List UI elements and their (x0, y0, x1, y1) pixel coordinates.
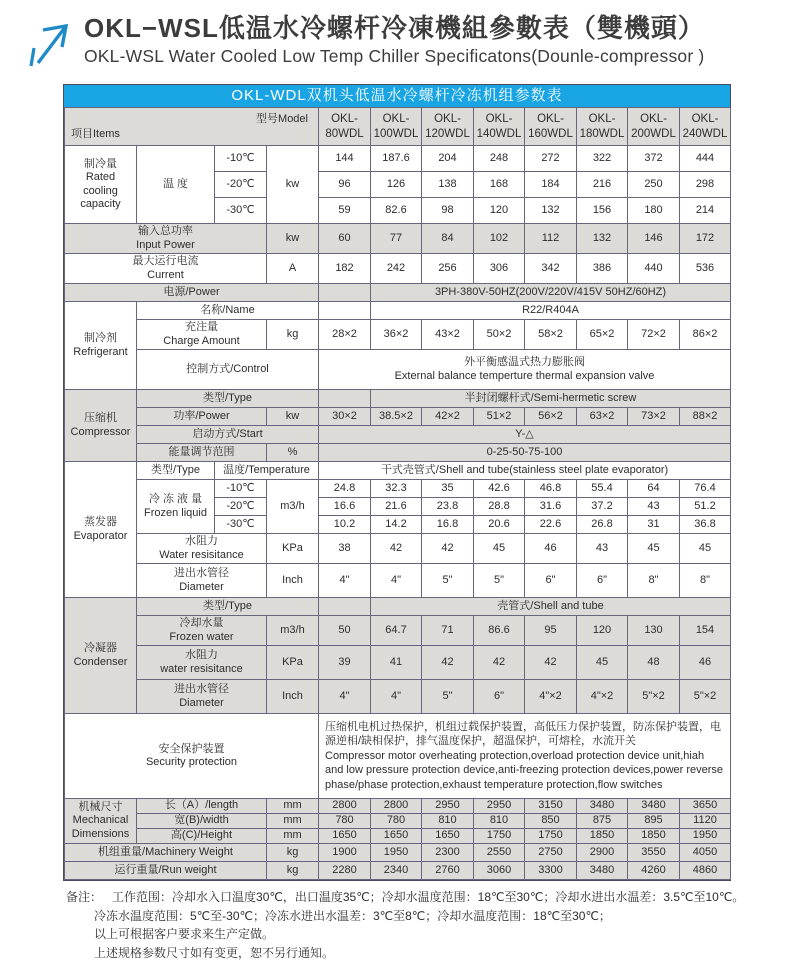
value-cell: 50 (319, 616, 371, 646)
table-caption: OKL-WDL双机头低温水冷螺杆冷冻机组参数表 (64, 85, 730, 107)
row-label-cell: -10℃ (215, 480, 267, 498)
unit-cell: kw (267, 224, 319, 254)
note-text: 工作范围：冷却水入口温度30℃，出口温度35℃；冷却水温度范围：18℃至30℃；冷却水进出水温差：3.5℃至10℃。 (112, 890, 745, 904)
value-cell: 536 (680, 254, 731, 284)
value-cell: 43 (577, 534, 628, 564)
row-label-cell: 最大运行电流 Current (65, 254, 267, 284)
table-row (65, 844, 731, 862)
value-cell: 306 (474, 254, 525, 284)
value-cell: 4" (371, 564, 422, 598)
value-cell: 32.3 (371, 480, 422, 498)
value-cell: 14.2 (371, 516, 422, 534)
value-cell: 172 (680, 224, 731, 254)
section-label-cell: 压缩机 Compressor (65, 390, 137, 462)
model-header-cell: OKL- 100WDL (371, 108, 422, 146)
row-label-cell: 进出水管径 Diameter (137, 564, 267, 598)
value-cell: 23.8 (422, 498, 474, 516)
value-cell: 3300 (525, 862, 577, 880)
table-row (65, 284, 731, 302)
value-cell: 1650 (319, 829, 371, 844)
value-cell: 4"×2 (525, 680, 577, 714)
value-cell: 5" (474, 564, 525, 598)
row-label-cell: -20℃ (215, 498, 267, 516)
value-cell: 45 (680, 534, 731, 564)
value-cell: 256 (422, 254, 474, 284)
empty-cell (319, 598, 371, 616)
unit-cell: kw (267, 146, 319, 224)
spec-table (64, 107, 731, 880)
titles (84, 14, 705, 67)
table-row (65, 680, 731, 714)
value-cell: 154 (680, 616, 731, 646)
value-cell: 96 (319, 172, 371, 198)
value-cell: 95 (525, 616, 577, 646)
value-cell: 2300 (422, 844, 474, 862)
value-cell: 42 (371, 534, 422, 564)
row-label-cell: 温度/Temperature (215, 462, 319, 480)
unit-cell: Inch (267, 564, 319, 598)
row-label-cell: 安全保护装置 Security protection (65, 714, 319, 799)
row-label-cell: -30℃ (215, 198, 267, 224)
model-label: 型号Model (256, 113, 308, 125)
value-cell: 1850 (628, 829, 680, 844)
value-cell: 875 (577, 814, 628, 829)
value-cell: 42 (525, 646, 577, 680)
value-cell: 37.2 (577, 498, 628, 516)
value-cell: 1750 (474, 829, 525, 844)
value-cell: 16.8 (422, 516, 474, 534)
table-row (65, 829, 731, 844)
value-cell: 112 (525, 224, 577, 254)
value-cell: 2340 (371, 862, 422, 880)
row-label-cell: -10℃ (215, 146, 267, 172)
value-cell: 43×2 (422, 320, 474, 350)
value-cell: 6" (577, 564, 628, 598)
table-row (65, 426, 731, 444)
unit-cell: m3/h (267, 480, 319, 534)
value-cell: 0-25-50-75-100 (319, 444, 731, 462)
model-header-cell: OKL- 180WDL (577, 108, 628, 146)
row-label-cell: 电源/Power (65, 284, 319, 302)
value-cell: 156 (577, 198, 628, 224)
value-cell: 8" (628, 564, 680, 598)
value-cell: 386 (577, 254, 628, 284)
unit-cell: Inch (267, 680, 319, 714)
value-cell: 2760 (422, 862, 474, 880)
value-cell: 298 (680, 172, 731, 198)
value-cell: 5"×2 (680, 680, 731, 714)
arrow-up-right-icon (28, 18, 72, 68)
items-label: 项目Items (71, 127, 120, 140)
value-cell: 8" (680, 564, 731, 598)
model-header-cell: OKL- 140WDL (474, 108, 525, 146)
value-cell: 42 (474, 646, 525, 680)
unit-cell: mm (267, 814, 319, 829)
value-cell: 2800 (319, 799, 371, 814)
value-cell: 248 (474, 146, 525, 172)
section-label-cell: 机械尺寸 Mechanical Dimensions (65, 799, 137, 844)
row-label-cell: 高(C)/Height (137, 829, 267, 844)
value-cell: 242 (371, 254, 422, 284)
row-label-cell: 输入总功率 Input Power (65, 224, 267, 254)
row-label-cell: 启动方式/Start (137, 426, 319, 444)
unit-cell: KPa (267, 646, 319, 680)
note-line: 以上可根据客户要求来生产定做。 (94, 927, 275, 942)
value-cell: 4260 (628, 862, 680, 880)
row-label-cell: 宽(B)/width (137, 814, 267, 829)
value-cell: 22.6 (525, 516, 577, 534)
table-row (65, 814, 731, 829)
value-cell: 35 (422, 480, 474, 498)
table-row (65, 408, 731, 426)
value-cell: 216 (577, 172, 628, 198)
value-cell: 322 (577, 146, 628, 172)
corner-cell (65, 108, 319, 146)
value-cell: 82.6 (371, 198, 422, 224)
unit-cell: kg (267, 844, 319, 862)
unit-cell: A (267, 254, 319, 284)
value-cell: 342 (525, 254, 577, 284)
value-cell: 38.5×2 (371, 408, 422, 426)
unit-cell: kg (267, 862, 319, 880)
value-cell: 88×2 (680, 408, 731, 426)
row-label-cell: 控制方式/Control (137, 350, 319, 390)
value-cell: 120 (474, 198, 525, 224)
value-cell: 1850 (577, 829, 628, 844)
note-line (66, 888, 790, 907)
table-row (65, 390, 731, 408)
value-cell: 16.6 (319, 498, 371, 516)
value-cell: 10.2 (319, 516, 371, 534)
value-cell: 60 (319, 224, 371, 254)
row-label-cell: 进出水管径 Diameter (137, 680, 267, 714)
value-cell: 1650 (371, 829, 422, 844)
value-cell: 31.6 (525, 498, 577, 516)
notes-label: 备注： (66, 890, 103, 904)
value-cell: 144 (319, 146, 371, 172)
value-cell: 2900 (577, 844, 628, 862)
value-cell: 71 (422, 616, 474, 646)
value-cell: 72×2 (628, 320, 680, 350)
value-cell: 3060 (474, 862, 525, 880)
value-cell: 压缩机电机过热保护，机组过载保护装置，高低压力保护装置，防冻保护装置，电源逆相/缺相保护，排气温度保护，超温保护，可熔栓，水流开关 Compressor motor overheating protection,overload protection device unit,hiah and low pressure protection device,anti-freezing protection devices,power reverse phase/phase protection,exhaust temperature protection,flow switches (319, 714, 731, 799)
model-header-cell: OKL- 240WDL (680, 108, 731, 146)
value-cell: 2950 (422, 799, 474, 814)
value-cell: 5" (422, 564, 474, 598)
page-title: OKL−WSL低温水冷螺杆冷凍機組參數表（雙機頭） (84, 13, 705, 43)
empty-cell (319, 390, 371, 408)
value-cell: 184 (525, 172, 577, 198)
value-cell: 372 (628, 146, 680, 172)
row-label-cell: 长（A）/length (137, 799, 267, 814)
page-header (0, 0, 790, 68)
value-cell: 1650 (422, 829, 474, 844)
value-cell: 126 (371, 172, 422, 198)
value-cell: 42.6 (474, 480, 525, 498)
value-cell: 132 (577, 224, 628, 254)
row-label-cell: 运行重量/Run weight (65, 862, 267, 880)
value-cell: 58×2 (525, 320, 577, 350)
value-cell: 48 (628, 646, 680, 680)
row-label-cell: 名称/Name (137, 302, 319, 320)
value-cell: 3550 (628, 844, 680, 862)
value-cell: 3480 (577, 799, 628, 814)
value-cell: 440 (628, 254, 680, 284)
value-cell: 84 (422, 224, 474, 254)
value-cell: 5" (422, 680, 474, 714)
value-cell: Y-△ (319, 426, 731, 444)
table-row (65, 462, 731, 480)
value-cell: 56×2 (525, 408, 577, 426)
row-label-cell: 功率/Power (137, 408, 267, 426)
value-cell: 1120 (680, 814, 731, 829)
row-label-cell: 类型/Type (137, 598, 319, 616)
value-cell: 146 (628, 224, 680, 254)
value-cell: 204 (422, 146, 474, 172)
value-cell: 444 (680, 146, 731, 172)
value-cell: 65×2 (577, 320, 628, 350)
value-cell: 55.4 (577, 480, 628, 498)
value-cell: 810 (474, 814, 525, 829)
value-cell: 外平衡感温式热力膨胀阀 External balance temperture thermal expansion valve (319, 350, 731, 390)
value-cell: 45 (474, 534, 525, 564)
value-cell: 64 (628, 480, 680, 498)
table-row (65, 146, 731, 172)
value-cell: 810 (422, 814, 474, 829)
value-cell: 64.7 (371, 616, 422, 646)
value-cell: 3PH-380V-50HZ(200V/220V/415V 50HZ/60HZ) (371, 284, 731, 302)
unit-cell: % (267, 444, 319, 462)
unit-cell: KPa (267, 534, 319, 564)
value-cell: 36.8 (680, 516, 731, 534)
section-label-cell: 制冷剂 Refrigerant (65, 302, 137, 390)
value-cell: 3480 (577, 862, 628, 880)
value-cell: 4" (371, 680, 422, 714)
value-cell: 51×2 (474, 408, 525, 426)
value-cell: 1950 (371, 844, 422, 862)
value-cell: 780 (319, 814, 371, 829)
table-header-row (65, 108, 731, 146)
value-cell: 4" (319, 564, 371, 598)
value-cell: 38 (319, 534, 371, 564)
value-cell: 180 (628, 198, 680, 224)
row-label-cell: -20℃ (215, 172, 267, 198)
value-cell: 45 (628, 534, 680, 564)
model-header-cell: OKL- 120WDL (422, 108, 474, 146)
notes (66, 888, 790, 962)
value-cell: 28×2 (319, 320, 371, 350)
value-cell: 30×2 (319, 408, 371, 426)
value-cell: 120 (577, 616, 628, 646)
model-header-cell: OKL- 160WDL (525, 108, 577, 146)
value-cell: 895 (628, 814, 680, 829)
value-cell: 4" (319, 680, 371, 714)
value-cell: 45 (577, 646, 628, 680)
value-cell: 168 (474, 172, 525, 198)
value-cell: 42×2 (422, 408, 474, 426)
empty-cell (319, 302, 371, 320)
empty-cell (319, 284, 371, 302)
note-line: 上述规格参数尺寸如有变更，恕不另行通知。 (94, 945, 335, 960)
value-cell: 4"×2 (577, 680, 628, 714)
row-label-cell: 能量调节范围 (137, 444, 267, 462)
row-label-cell: 类型/Type (137, 462, 215, 480)
value-cell: 36×2 (371, 320, 422, 350)
value-cell: 3480 (628, 799, 680, 814)
value-cell: 77 (371, 224, 422, 254)
unit-cell: mm (267, 799, 319, 814)
value-cell: 187.6 (371, 146, 422, 172)
value-cell: 41 (371, 646, 422, 680)
value-cell: 138 (422, 172, 474, 198)
row-label-cell: 冷却水量 Frozen water (137, 616, 267, 646)
value-cell: 850 (525, 814, 577, 829)
value-cell: 3150 (525, 799, 577, 814)
row-label-cell: 类型/Type (137, 390, 319, 408)
value-cell: 20.6 (474, 516, 525, 534)
value-cell: 5"×2 (628, 680, 680, 714)
unit-cell: m3/h (267, 616, 319, 646)
row-label-cell: 温 度 (137, 146, 215, 224)
section-label-cell: 冷凝器 Condenser (65, 598, 137, 714)
table-row (65, 714, 731, 799)
value-cell: 半封闭螺杆式/Semi-hermetic screw (371, 390, 731, 408)
row-label-cell: 水阻力 Water resisitance (137, 534, 267, 564)
value-cell: 46.8 (525, 480, 577, 498)
table-row (65, 320, 731, 350)
value-cell: 76.4 (680, 480, 731, 498)
value-cell: 1950 (680, 829, 731, 844)
value-cell: 2550 (474, 844, 525, 862)
value-cell: 3650 (680, 799, 731, 814)
value-cell: 21.6 (371, 498, 422, 516)
value-cell: 4050 (680, 844, 731, 862)
value-cell: 50×2 (474, 320, 525, 350)
value-cell: 780 (371, 814, 422, 829)
value-cell: 46 (525, 534, 577, 564)
value-cell: 86×2 (680, 320, 731, 350)
value-cell: 42 (422, 646, 474, 680)
value-cell: 42 (422, 534, 474, 564)
row-label-cell: 充注量 Charge Amount (137, 320, 267, 350)
value-cell: 4860 (680, 862, 731, 880)
value-cell: 214 (680, 198, 731, 224)
value-cell: 130 (628, 616, 680, 646)
row-label-cell: 冷 冻 液 量 Frozen liquid (137, 480, 215, 534)
value-cell: 31 (628, 516, 680, 534)
value-cell: 26.8 (577, 516, 628, 534)
unit-cell: kw (267, 408, 319, 426)
value-cell: 73×2 (628, 408, 680, 426)
section-label-cell: 蒸发器 Evaporator (65, 462, 137, 598)
value-cell: 86.6 (474, 616, 525, 646)
table-row (65, 224, 731, 254)
value-cell: 2950 (474, 799, 525, 814)
table-row (65, 444, 731, 462)
note-line: 冷冻水温度范围：5℃至-30℃；冷冻水进出水温差：3℃至8℃；冷却水温度范围：18℃至30℃； (94, 908, 611, 923)
table-row (65, 564, 731, 598)
value-cell: 6" (474, 680, 525, 714)
value-cell: R22/R404A (371, 302, 731, 320)
value-cell: 46 (680, 646, 731, 680)
table-row (65, 254, 731, 284)
value-cell: 2800 (371, 799, 422, 814)
value-cell: 2280 (319, 862, 371, 880)
value-cell: 39 (319, 646, 371, 680)
value-cell: 98 (422, 198, 474, 224)
value-cell: 63×2 (577, 408, 628, 426)
row-label-cell: 水阻力 water resisitance (137, 646, 267, 680)
value-cell: 1900 (319, 844, 371, 862)
table-row (65, 616, 731, 646)
table-row (65, 534, 731, 564)
value-cell: 51.2 (680, 498, 731, 516)
table-row (65, 350, 731, 390)
value-cell: 272 (525, 146, 577, 172)
table-row (65, 480, 731, 498)
table-row (65, 302, 731, 320)
model-header-cell: OKL- 80WDL (319, 108, 371, 146)
row-label-cell: -30℃ (215, 516, 267, 534)
value-cell: 2750 (525, 844, 577, 862)
value-cell: 102 (474, 224, 525, 254)
value-cell: 182 (319, 254, 371, 284)
table-row (65, 799, 731, 814)
value-cell: 28.8 (474, 498, 525, 516)
unit-cell: mm (267, 829, 319, 844)
table-row (65, 862, 731, 880)
value-cell: 干式壳管式/Shell and tube(stainless steel plate evaporator) (319, 462, 731, 480)
value-cell: 59 (319, 198, 371, 224)
value-cell: 24.8 (319, 480, 371, 498)
value-cell: 250 (628, 172, 680, 198)
table-row (65, 598, 731, 616)
value-cell: 壳管式/Shell and tube (371, 598, 731, 616)
row-label-cell: 机组重量/Machinery Weight (65, 844, 267, 862)
section-label-cell: 制冷量 Rated cooling capacity (65, 146, 137, 224)
model-header-cell: OKL- 200WDL (628, 108, 680, 146)
value-cell: 132 (525, 198, 577, 224)
value-cell: 1750 (525, 829, 577, 844)
table-row (65, 646, 731, 680)
page-subtitle: OKL-WSL Water Cooled Low Temp Chiller Specificatons(Dounle-compressor ) (84, 45, 705, 66)
spec-table-wrap (63, 84, 731, 881)
unit-cell: kg (267, 320, 319, 350)
value-cell: 6" (525, 564, 577, 598)
value-cell: 43 (628, 498, 680, 516)
